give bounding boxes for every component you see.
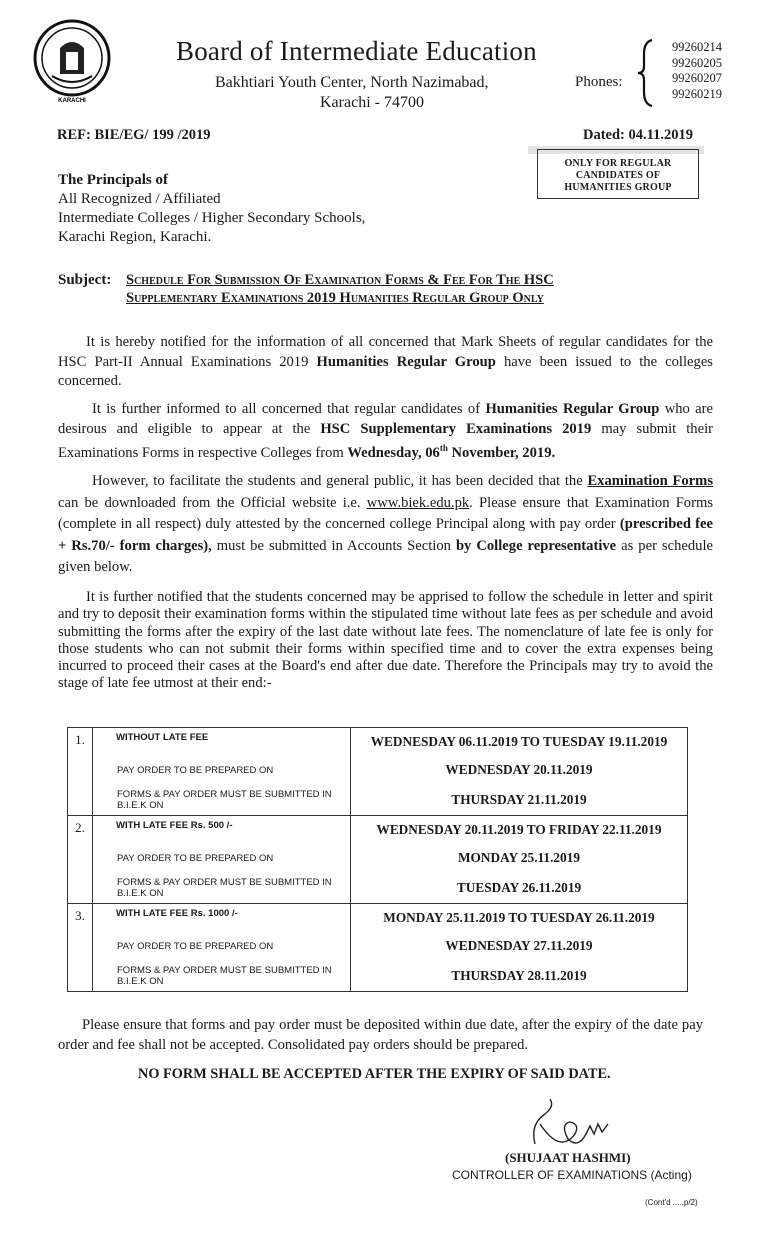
schedule-dates <box>351 728 688 816</box>
schedule-labels <box>93 904 351 992</box>
phone-number: 99260214 <box>672 40 722 54</box>
schedule-number: 3. <box>68 904 93 992</box>
schedule-date: THURSDAY 21.11.2019 <box>451 791 587 807</box>
schedule-date: WEDNESDAY 20.11.2019 <box>445 762 593 777</box>
paragraph-4: It is further notified that the students concerned may be apprised to follow the schedule in letter and spirit and try to deposit their examination forms within the stipulated time without late fees as per schedule and avoid submitting the forms after the expiry of the last date without late fees. The nomenclature of late fee is only for those students who can not submit their forms within specified time and to cover the extra expenses being incurred to proceed their cases at the Board's end after due date. Therefore the Principals may try to avoid the stage of late fee utmost at their end:- <box>58 589 713 692</box>
address-line-2: Karachi - 74700 <box>320 94 424 111</box>
schedule-row <box>68 728 688 816</box>
brace-icon <box>636 38 656 108</box>
date: Dated: 04.11.2019 <box>583 127 693 143</box>
board-title: Board of Intermediate Education <box>176 36 537 66</box>
address-line-1: Bakhtiari Youth Center, North Nazimabad, <box>215 74 489 91</box>
schedule-row <box>68 904 688 992</box>
notice: NO FORM SHALL BE ACCEPTED AFTER THE EXPIRY OF SAID DATE. <box>138 1066 611 1082</box>
website-link[interactable]: www.biek.edu.pk <box>366 494 470 511</box>
schedule-dates <box>351 816 688 904</box>
schedule-number: 2. <box>68 816 93 904</box>
reference-number: REF: BIE/EG/ 199 /2019 <box>57 127 211 143</box>
regular-candidates-stamp <box>537 149 699 199</box>
closing-paragraph: Please ensure that forms and pay order must be deposited within due date, after the expiry of the date pay order and fee shall not be accepted. Consolidated pay orders should be prepared. <box>58 1017 703 1053</box>
paragraph-2: It is further informed to all concerned that regular candidates of Humanities Regular Group who are desirous and eligible to appear at the HSC Supplementary Examinations 2019 may submit their Examinations Forms in respective Colleges from Wednesday, 06th November, 2019. <box>58 401 714 461</box>
stamp-line: ONLY FOR REGULAR <box>564 158 672 169</box>
schedule-number: 1. <box>68 728 93 816</box>
phone-number: 99260205 <box>672 55 722 70</box>
schedule-label: FORMS & PAY ORDER MUST BE SUBMITTED IN B.I.E.K ON <box>117 788 332 811</box>
subject-line-2: Supplementary Examinations 2019 Humanities Regular Group Only <box>126 290 544 306</box>
schedule-labels <box>93 816 351 904</box>
phone-numbers <box>672 40 722 102</box>
subject-label: Subject: <box>58 272 112 288</box>
schedule-date: WEDNESDAY 27.11.2019 <box>445 938 593 953</box>
schedule-label: WITH LATE FEE Rs. 500 /- <box>116 820 233 831</box>
addressee-line: All Recognized / Affiliated <box>58 191 221 207</box>
schedule-table <box>67 727 688 992</box>
schedule-label: PAY ORDER TO BE PREPARED ON <box>117 764 274 776</box>
addressee-title: The Principals of <box>58 172 169 188</box>
schedule-date: MONDAY 25.11.2019 <box>457 850 580 865</box>
schedule-label: PAY ORDER TO BE PREPARED ON <box>117 852 274 864</box>
schedule-label: WITHOUT LATE FEE <box>116 732 209 743</box>
phone-number: 99260219 <box>672 86 722 101</box>
schedule-label: PAY ORDER TO BE PREPARED ON <box>117 940 274 952</box>
schedule-date: TUESDAY 26.11.2019 <box>456 879 582 895</box>
signatory-name: (SHUJAAT HASHMI) <box>505 1150 631 1165</box>
continued-note: (Cont'd .....p/2) <box>645 1198 698 1207</box>
schedule-date: WEDNESDAY 06.11.2019 TO TUESDAY 19.11.2019 <box>370 734 668 749</box>
signatory-designation: CONTROLLER OF EXAMINATIONS (Acting) <box>452 1168 692 1182</box>
schedule-dates <box>351 904 688 992</box>
phone-number: 99260207 <box>672 71 722 85</box>
stamp-line: HUMANITIES GROUP <box>564 182 672 193</box>
schedule-date: WEDNESDAY 20.11.2019 TO FRIDAY 22.11.2019 <box>376 822 662 837</box>
addressee-line: Intermediate Colleges / Higher Secondary Schools, <box>58 210 366 226</box>
stamp-line: CANDIDATES OF <box>575 170 661 181</box>
schedule-label: FORMS & PAY ORDER MUST BE SUBMITTED IN B.I.E.K ON <box>117 964 332 987</box>
addressee-line: Karachi Region, Karachi. <box>58 229 212 245</box>
board-logo <box>32 18 112 104</box>
schedule-labels <box>93 728 351 816</box>
paragraph-1: It is hereby notified for the information of all concerned that Mark Sheets of regular candidates for the HSC Part-II Annual Examinations 2019 Humanities Regular Group have been issued to the colleges concerned. <box>58 334 713 389</box>
schedule-date: THURSDAY 28.11.2019 <box>451 967 587 983</box>
paragraph-3: However, to facilitate the students and general public, it has been decided that the Examination Forms can be downloaded from the Official website i.e. www.biek.edu.pk. Please ensure that Examination Forms (complete in all respect) duly attested by the concerned college Principal along with pay order (prescribed fee + Rs.70/- form charges), must be submitted in Accounts Section by College representative as per schedule given below. <box>58 473 714 575</box>
schedule-label: FORMS & PAY ORDER MUST BE SUBMITTED IN B.I.E.K ON <box>117 876 332 899</box>
signature <box>520 1094 620 1152</box>
schedule-row <box>68 816 688 904</box>
schedule-label: WITH LATE FEE Rs. 1000 /- <box>116 908 238 919</box>
logo-text: KARACHI <box>58 98 86 104</box>
schedule-date: MONDAY 25.11.2019 TO TUESDAY 26.11.2019 <box>383 910 655 925</box>
phones-label: Phones: <box>575 74 623 90</box>
subject-line-1: Schedule For Submission Of Examination Forms & Fee For The HSC <box>126 272 554 288</box>
